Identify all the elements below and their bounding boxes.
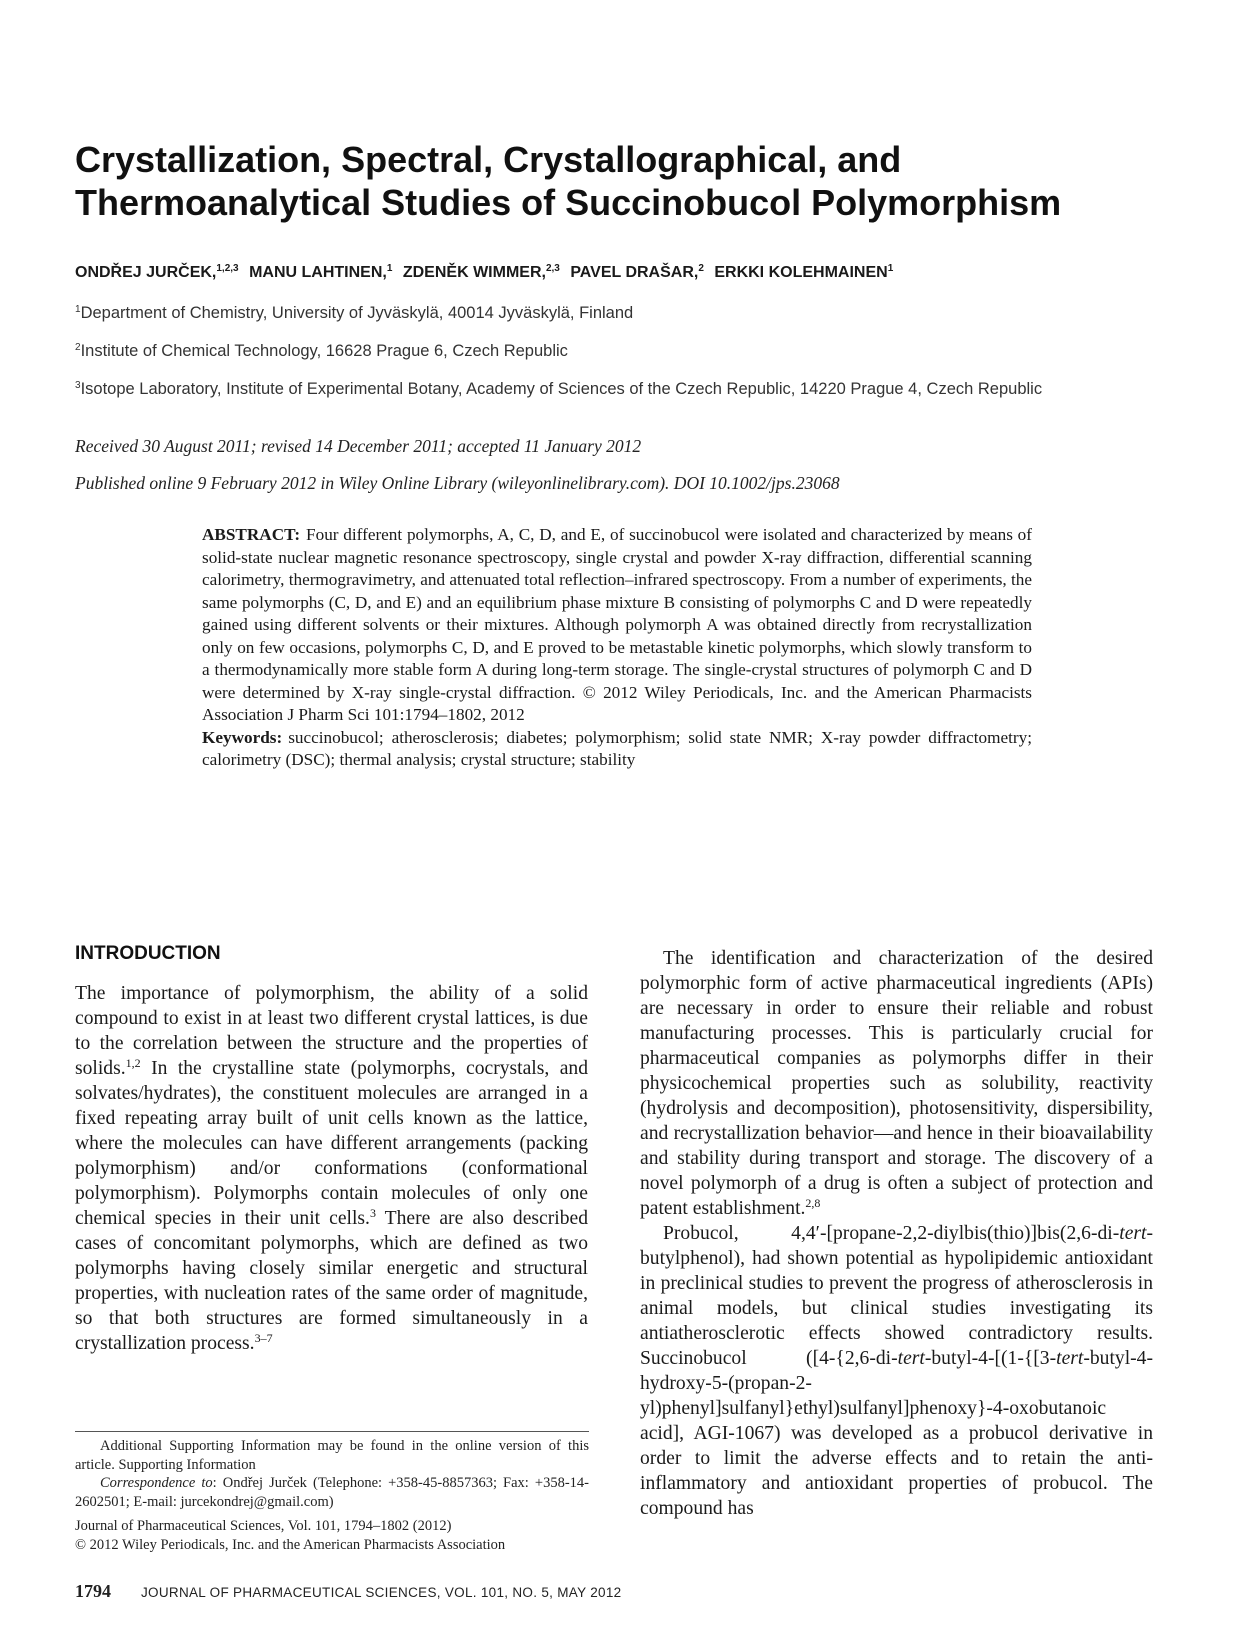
supporting-info-note: Additional Supporting Information may be found in the online version of this article. Supporting Information — [75, 1438, 589, 1473]
italic-text: tert — [1119, 1223, 1147, 1244]
correspondence-label: Correspondence to — [100, 1475, 213, 1491]
column-right — [640, 946, 1153, 1521]
affiliation-text: Isotope Laboratory, Institute of Experimental Botany, Academy of Sciences of the Czech Republic, 14220 Prague 4, Czech Republic — [80, 380, 1043, 398]
author-name: ERKKI KOLEHMAINEN — [714, 264, 888, 281]
affiliation-number: 2 — [75, 342, 81, 353]
author-affiliation-ref: 1,2,3 — [216, 263, 239, 274]
affiliation — [75, 380, 1185, 399]
affiliation-text: Institute of Chemical Technology, 16628 Prague 6, Czech Republic — [80, 342, 568, 360]
affiliation-number: 1 — [75, 304, 81, 315]
paragraph-text: Probucol, 4,4′-[propane-2,2-diylbis(thio)]bis(2,6-di- — [663, 1223, 1120, 1244]
correspondence-text: : Ondřej Jurček (Telephone: +358-45-8857363; Fax: +358-14-2602501; E-mail: jurcekondrej@gmail.com) — [75, 1475, 589, 1510]
copyright-note: © 2012 Wiley Periodicals, Inc. and the American Pharmacists Association — [75, 1536, 506, 1553]
citation-ref: 3–7 — [254, 1331, 273, 1345]
correspondence-note — [75, 1474, 589, 1511]
article-title — [75, 138, 1075, 224]
footnotes — [75, 1437, 589, 1554]
author-name: MANU LAHTINEN, — [249, 264, 387, 281]
paragraph — [640, 1221, 1153, 1521]
affiliation — [75, 304, 1185, 323]
paragraph-text: -butyl-4-[(1-{[3- — [924, 1348, 1057, 1369]
paragraph-text: In the crystalline state (polymorphs, cocrystals, and solvates/hydrates), the constituent molecules are arranged in a fixed repeating array built of unit cells known as the lattice, where the molecules can have different arrangements (packing polymorphism) and/or conformations (conformational polymorphism). Polymorphs contain molecules of only one chemical species in their unit cells. — [75, 1058, 588, 1229]
keywords-text: succinobucol; atherosclerosis; diabetes; polymorphism; solid state NMR; X-ray powder diffractometry; calorimetry (DSC); thermal analysis; crystal structure; stability — [202, 727, 1032, 769]
citation-ref: 1,2 — [125, 1056, 141, 1070]
page-footer — [75, 1581, 621, 1602]
running-footer-journal: JOURNAL OF PHARMACEUTICAL SCIENCES, VOL. 101, NO. 5, MAY 2012 — [141, 1585, 622, 1600]
author-name: ZDENĚK WIMMER, — [402, 264, 546, 281]
abstract — [202, 524, 1032, 772]
author-list — [75, 263, 1165, 282]
abstract-body — [202, 524, 1032, 727]
author-name: ONDŘEJ JURČEK, — [75, 264, 217, 281]
received-dates: Received 30 August 2011; revised 14 December 2011; accepted 11 January 2012 — [75, 436, 642, 456]
affiliation-number: 3 — [75, 380, 81, 391]
publication-info: Published online 9 February 2012 in Wiley Online Library (wileyonlinelibrary.com). DOI 10.1002/jps.23068 — [75, 473, 840, 493]
title-line-1: Crystallization, Spectral, Crystallographical, and — [75, 139, 902, 180]
author-affiliation-ref: 2,3 — [545, 263, 560, 274]
italic-text: tert — [897, 1348, 925, 1369]
author-affiliation-ref: 1 — [386, 263, 393, 274]
author-name: PAVEL DRAŠAR, — [570, 264, 699, 281]
abstract-text: Four different polymorphs, A, C, D, and E, of succinobucol were isolated and characterized by means of solid-state nuclear magnetic resonance spectroscopy, single crystal and powder X-ray diffraction, differential scanning calorimetry, thermogravimetry, and attenuated total reflection–infrared spectroscopy. From a number of experiments, the same polymorphs (C, D, and E) and an equilibrium phase mixture B consisting of polymorphs C and D were repeatedly gained using different solvents or their mixtures. Although polymorph A was obtained directly from recrystallization only on few occasions, polymorphs C, D, and E proved to be metastable kinetic polymorphs, which slowly transform to a thermodynamically more stable form A during long-term storage. The single-crystal structures of polymorph C and D were determined by X-ray single-crystal diffraction. © 2012 Wiley Periodicals, Inc. and the American Pharmacists Association J Pharm Sci 101:1794–1802, 2012 — [202, 525, 1032, 724]
author-affiliation-ref: 2 — [698, 263, 704, 274]
paragraph — [640, 946, 1153, 1221]
paragraph-text: -butylphenol), had shown potential as hypolipidemic antioxidant in preclinical studies to prevent the progress of atherosclerosis in animal models, but clinical studies investigating its antiatherosclerotic effects showed contradictory results. Succinobucol ([4-{2,6-di- — [640, 1223, 1153, 1369]
paragraph — [75, 981, 588, 1356]
citation-ref: 2,8 — [805, 1196, 821, 1210]
keywords-label: Keywords: — [202, 727, 283, 747]
paragraph-text: The importance of polymorphism, the ability of a solid compound to exist in at least two different crystal lattices, is due to the correlation between the structure and the properties of solids. — [75, 983, 588, 1079]
footnote-divider — [75, 1431, 589, 1432]
page-number: 1794 — [75, 1581, 111, 1601]
keywords — [202, 727, 1032, 772]
title-line-2: Thermoanalytical Studies of Succinobucol Polymorphism — [75, 182, 1062, 223]
section-heading-introduction: INTRODUCTION — [75, 943, 221, 964]
author-affiliation-ref: 1 — [887, 263, 894, 274]
paragraph-text: -butyl-4-hydroxy-5-(propan-2-yl)phenyl]sulfanyl}ethyl)sulfanyl]phenoxy}-4-oxobutanoic acid], AGI-1067) was developed as a probucol derivative in order to limit the adverse effects and to retain the anti-inflammatory and antioxidant properties of probucol. The compound has — [640, 1348, 1153, 1519]
journal-citation: Journal of Pharmaceutical Sciences, Vol. 101, 1794–1802 (2012) — [75, 1518, 452, 1534]
italic-text: tert — [1056, 1348, 1084, 1369]
affiliation-text: Department of Chemistry, University of Jyväskylä, 40014 Jyväskylä, Finland — [80, 304, 634, 322]
abstract-label: ABSTRACT: — [202, 525, 301, 544]
paragraph-text: The identification and characterization of the desired polymorphic form of active pharmaceutical ingredients (APIs) are necessary in order to ensure their reliable and robust manufacturing processes. This is particularly crucial for pharmaceutical companies as polymorphs differ in their physicochemical properties such as solubility, reactivity (hydrolysis and decomposition), photosensitivity, dispersibility, and recrystallization behavior—and hence in their bioavailability and stability during transport and storage. The discovery of a novel polymorph of a drug is often a subject of protection and patent establishment. — [640, 948, 1153, 1219]
citation-ref: 3 — [369, 1206, 376, 1220]
column-left — [75, 981, 588, 1356]
paragraph-text: There are also described cases of concomitant polymorphs, which are defined as two polymorphs having closely similar energetic and structural properties, with nucleation rates of the same order of magnitude, so that both structures are formed simultaneously in a crystallization process. — [75, 1208, 588, 1354]
affiliation — [75, 342, 1185, 361]
